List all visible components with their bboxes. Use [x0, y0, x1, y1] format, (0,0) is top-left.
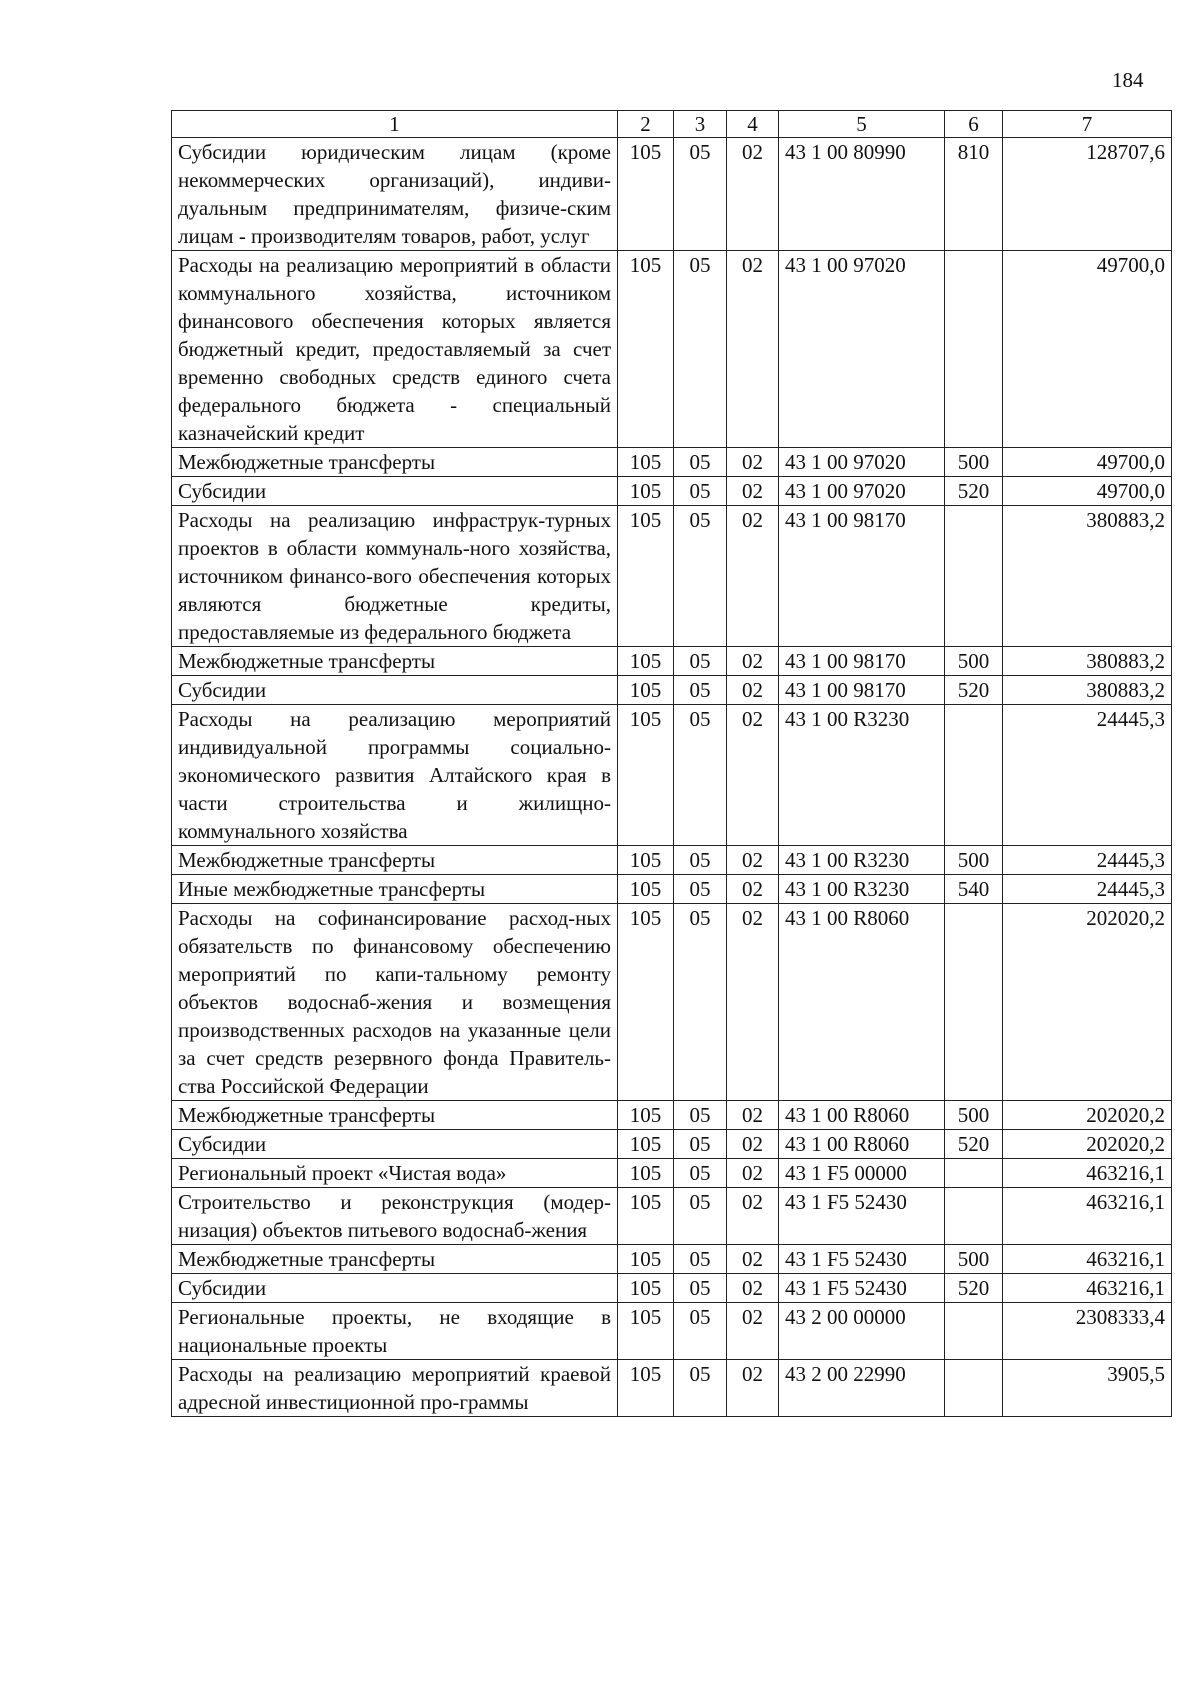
amount-cell: 24445,3	[1003, 705, 1172, 846]
table-row	[172, 875, 1172, 904]
expense-name-cell: Расходы на реализацию мероприятий в области коммунального хозяйства, источником финансового обеспечения которых является бюджетный кредит, предоставляемый за счет временно свободных средств единого счета федерального бюджета - специальный казначейский кредит	[172, 251, 618, 448]
expense-type-cell	[945, 1159, 1003, 1188]
amount-cell: 49700,0	[1003, 477, 1172, 506]
table-row	[172, 448, 1172, 477]
expense-type-cell: 520	[945, 1130, 1003, 1159]
target-article-cell: 43 1 00 97020	[779, 448, 945, 477]
expense-name-cell: Расходы на софинансирование расход-ных обязательств по финансовому обеспечению мероприятий по капи-тальному ремонту объектов водоснаб-жения и возмещения производственных расходов на указанные цели за счет средств резервного фонда Правитель-ства Российской Федерации	[172, 904, 618, 1101]
ministry-code-cell: 105	[618, 705, 674, 846]
amount-cell: 380883,2	[1003, 676, 1172, 705]
expense-name-cell: Межбюджетные трансферты	[172, 448, 618, 477]
amount-cell: 463216,1	[1003, 1159, 1172, 1188]
target-article-cell: 43 2 00 00000	[779, 1303, 945, 1360]
subsection-code-cell: 02	[727, 904, 779, 1101]
subsection-code-cell: 02	[727, 138, 779, 251]
section-code-cell: 05	[674, 647, 727, 676]
section-code-cell: 05	[674, 138, 727, 251]
expense-type-cell	[945, 1303, 1003, 1360]
amount-cell: 202020,2	[1003, 904, 1172, 1101]
table-row	[172, 1101, 1172, 1130]
expense-type-cell	[945, 904, 1003, 1101]
target-article-cell: 43 1 00 80990	[779, 138, 945, 251]
target-article-cell: 43 1 00 R3230	[779, 705, 945, 846]
ministry-code-cell: 105	[618, 1101, 674, 1130]
target-article-cell: 43 1 F5 52430	[779, 1188, 945, 1245]
table-row	[172, 477, 1172, 506]
amount-cell: 463216,1	[1003, 1188, 1172, 1245]
section-code-cell: 05	[674, 1360, 727, 1417]
amount-cell: 49700,0	[1003, 251, 1172, 448]
expense-type-cell	[945, 1360, 1003, 1417]
amount-cell: 128707,6	[1003, 138, 1172, 251]
amount-cell: 380883,2	[1003, 506, 1172, 647]
ministry-code-cell: 105	[618, 448, 674, 477]
expense-type-cell: 500	[945, 448, 1003, 477]
ministry-code-cell: 105	[618, 1188, 674, 1245]
section-code-cell: 05	[674, 477, 727, 506]
section-code-cell: 05	[674, 251, 727, 448]
expense-name-cell: Межбюджетные трансферты	[172, 1101, 618, 1130]
target-article-cell: 43 1 00 R3230	[779, 875, 945, 904]
ministry-code-cell: 105	[618, 1130, 674, 1159]
target-article-cell: 43 1 F5 52430	[779, 1274, 945, 1303]
section-code-cell: 05	[674, 448, 727, 477]
subsection-code-cell: 02	[727, 705, 779, 846]
column-header: 6	[945, 111, 1003, 138]
target-article-cell: 43 1 00 R8060	[779, 904, 945, 1101]
subsection-code-cell: 02	[727, 1101, 779, 1130]
table-row	[172, 647, 1172, 676]
section-code-cell: 05	[674, 1101, 727, 1130]
ministry-code-cell: 105	[618, 251, 674, 448]
table-row	[172, 1130, 1172, 1159]
section-code-cell: 05	[674, 506, 727, 647]
expense-name-cell: Расходы на реализацию мероприятий индивидуальной программы социально-экономического развития Алтайского края в части строительства и жилищно-коммунального хозяйства	[172, 705, 618, 846]
table-row	[172, 506, 1172, 647]
column-header: 4	[727, 111, 779, 138]
amount-cell: 24445,3	[1003, 875, 1172, 904]
subsection-code-cell: 02	[727, 1360, 779, 1417]
section-code-cell: 05	[674, 1274, 727, 1303]
table-row	[172, 846, 1172, 875]
table-row	[172, 138, 1172, 251]
expense-type-cell	[945, 705, 1003, 846]
target-article-cell: 43 1 00 97020	[779, 477, 945, 506]
table-row	[172, 676, 1172, 705]
subsection-code-cell: 02	[727, 477, 779, 506]
amount-cell: 24445,3	[1003, 846, 1172, 875]
subsection-code-cell: 02	[727, 1245, 779, 1274]
section-code-cell: 05	[674, 875, 727, 904]
amount-cell: 49700,0	[1003, 448, 1172, 477]
ministry-code-cell: 105	[618, 846, 674, 875]
table-row	[172, 1274, 1172, 1303]
target-article-cell: 43 1 00 R8060	[779, 1101, 945, 1130]
expense-name-cell: Субсидии	[172, 477, 618, 506]
table-row	[172, 904, 1172, 1101]
subsection-code-cell: 02	[727, 647, 779, 676]
expense-name-cell: Расходы на реализацию мероприятий краевой адресной инвестиционной про-граммы	[172, 1360, 618, 1417]
target-article-cell: 43 1 00 R3230	[779, 846, 945, 875]
column-header: 2	[618, 111, 674, 138]
expense-type-cell: 520	[945, 1274, 1003, 1303]
ministry-code-cell: 105	[618, 1303, 674, 1360]
ministry-code-cell: 105	[618, 875, 674, 904]
section-code-cell: 05	[674, 1130, 727, 1159]
subsection-code-cell: 02	[727, 1303, 779, 1360]
subsection-code-cell: 02	[727, 1159, 779, 1188]
header-row	[172, 111, 1172, 138]
expense-name-cell: Субсидии	[172, 1274, 618, 1303]
expense-name-cell: Межбюджетные трансферты	[172, 846, 618, 875]
amount-cell: 2308333,4	[1003, 1303, 1172, 1360]
expense-name-cell: Региональные проекты, не входящие в национальные проекты	[172, 1303, 618, 1360]
expense-type-cell	[945, 251, 1003, 448]
amount-cell: 380883,2	[1003, 647, 1172, 676]
page-number: 184	[1112, 68, 1144, 92]
section-code-cell: 05	[674, 676, 727, 705]
target-article-cell: 43 1 00 98170	[779, 647, 945, 676]
expense-type-cell: 520	[945, 477, 1003, 506]
expense-type-cell: 500	[945, 1245, 1003, 1274]
table-row	[172, 1360, 1172, 1417]
target-article-cell: 43 1 F5 00000	[779, 1159, 945, 1188]
amount-cell: 202020,2	[1003, 1130, 1172, 1159]
expense-type-cell	[945, 1188, 1003, 1245]
column-header: 3	[674, 111, 727, 138]
column-header: 7	[1003, 111, 1172, 138]
expense-name-cell: Региональный проект «Чистая вода»	[172, 1159, 618, 1188]
column-header: 1	[172, 111, 618, 138]
target-article-cell: 43 1 00 98170	[779, 506, 945, 647]
expense-type-cell: 500	[945, 1101, 1003, 1130]
ministry-code-cell: 105	[618, 904, 674, 1101]
expense-name-cell: Расходы на реализацию инфраструк-турных проектов в области коммуналь-ного хозяйства, источником финансо-вого обеспечения которых являются бюджетные кредиты, предоставляемые из федерального бюджета	[172, 506, 618, 647]
ministry-code-cell: 105	[618, 647, 674, 676]
expense-name-cell: Субсидии	[172, 676, 618, 705]
ministry-code-cell: 105	[618, 506, 674, 647]
section-code-cell: 05	[674, 1303, 727, 1360]
expense-name-cell: Межбюджетные трансферты	[172, 647, 618, 676]
subsection-code-cell: 02	[727, 251, 779, 448]
ministry-code-cell: 105	[618, 1159, 674, 1188]
subsection-code-cell: 02	[727, 448, 779, 477]
expense-type-cell: 500	[945, 846, 1003, 875]
subsection-code-cell: 02	[727, 506, 779, 647]
expense-type-cell: 500	[945, 647, 1003, 676]
table-row	[172, 1245, 1172, 1274]
amount-cell: 463216,1	[1003, 1245, 1172, 1274]
target-article-cell: 43 2 00 22990	[779, 1360, 945, 1417]
expense-name-cell: Субсидии	[172, 1130, 618, 1159]
table-row	[172, 1159, 1172, 1188]
expense-name-cell: Межбюджетные трансферты	[172, 1245, 618, 1274]
subsection-code-cell: 02	[727, 1130, 779, 1159]
target-article-cell: 43 1 00 97020	[779, 251, 945, 448]
amount-cell: 463216,1	[1003, 1274, 1172, 1303]
section-code-cell: 05	[674, 705, 727, 846]
ministry-code-cell: 105	[618, 138, 674, 251]
target-article-cell: 43 1 00 R8060	[779, 1130, 945, 1159]
ministry-code-cell: 105	[618, 676, 674, 705]
section-code-cell: 05	[674, 904, 727, 1101]
ministry-code-cell: 105	[618, 477, 674, 506]
ministry-code-cell: 105	[618, 1274, 674, 1303]
amount-cell: 202020,2	[1003, 1101, 1172, 1130]
subsection-code-cell: 02	[727, 676, 779, 705]
table-row	[172, 1303, 1172, 1360]
expense-type-cell	[945, 506, 1003, 647]
expense-name-cell: Иные межбюджетные трансферты	[172, 875, 618, 904]
section-code-cell: 05	[674, 1245, 727, 1274]
expense-type-cell: 520	[945, 676, 1003, 705]
table-row	[172, 251, 1172, 448]
subsection-code-cell: 02	[727, 1274, 779, 1303]
section-code-cell: 05	[674, 1188, 727, 1245]
expense-type-cell: 810	[945, 138, 1003, 251]
section-code-cell: 05	[674, 1159, 727, 1188]
ministry-code-cell: 105	[618, 1360, 674, 1417]
expense-name-cell: Субсидии юридическим лицам (кроме некоммерческих организаций), индиви-дуальным предпринимателям, физиче-ским лицам - производителям товаров, работ, услуг	[172, 138, 618, 251]
target-article-cell: 43 1 00 98170	[779, 676, 945, 705]
subsection-code-cell: 02	[727, 1188, 779, 1245]
subsection-code-cell: 02	[727, 846, 779, 875]
section-code-cell: 05	[674, 846, 727, 875]
budget-table	[171, 110, 1172, 1417]
expense-name-cell: Строительство и реконструкция (модер-низация) объектов питьевого водоснаб-жения	[172, 1188, 618, 1245]
target-article-cell: 43 1 F5 52430	[779, 1245, 945, 1274]
ministry-code-cell: 105	[618, 1245, 674, 1274]
expense-type-cell: 540	[945, 875, 1003, 904]
table-row	[172, 705, 1172, 846]
amount-cell: 3905,5	[1003, 1360, 1172, 1417]
table-row	[172, 1188, 1172, 1245]
subsection-code-cell: 02	[727, 875, 779, 904]
column-header: 5	[779, 111, 945, 138]
